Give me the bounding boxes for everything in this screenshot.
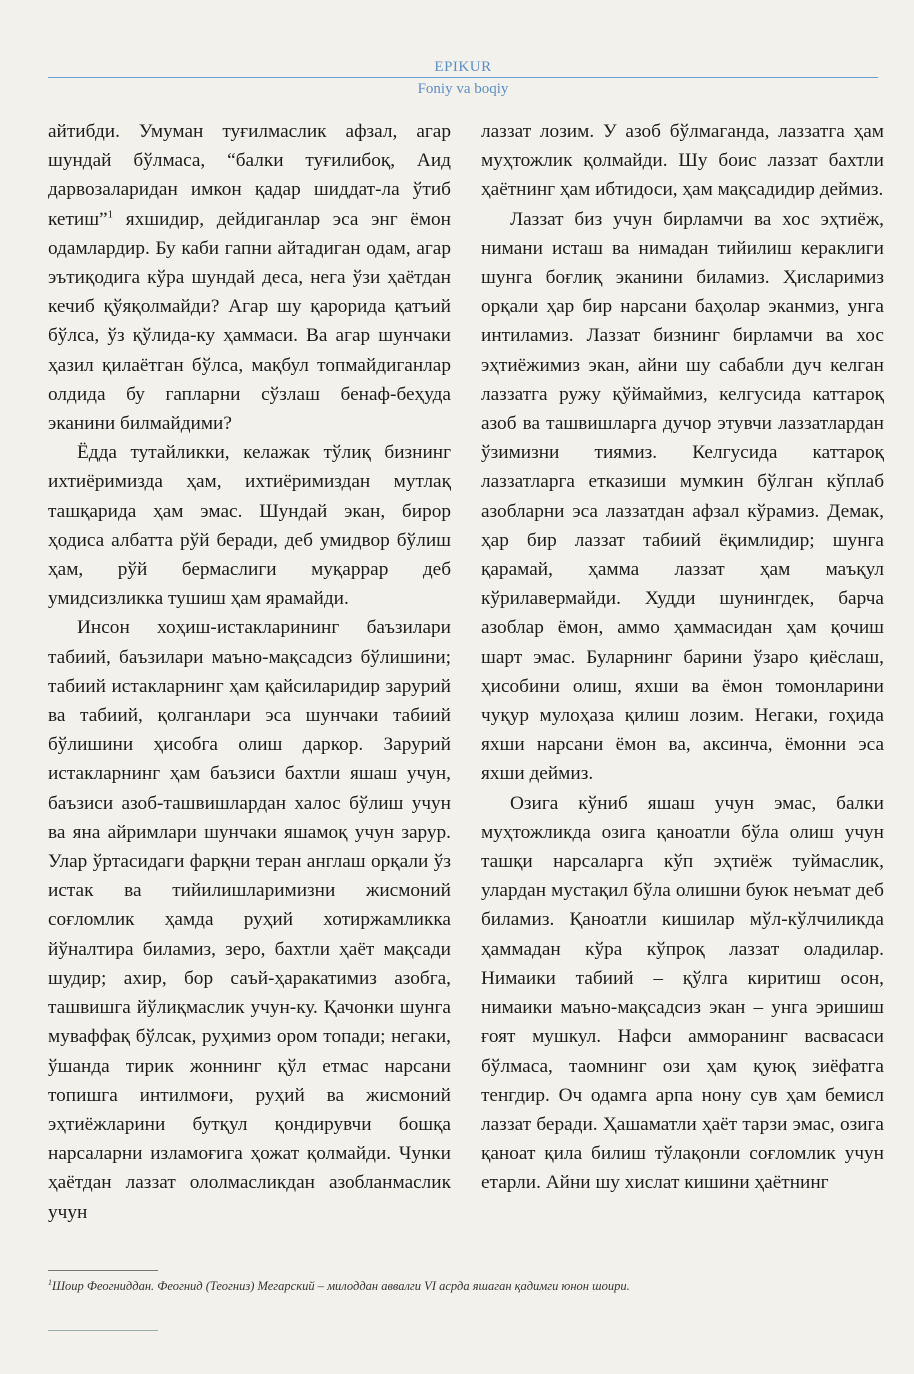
paragraph-text: айтибди. Умуман туғилмаслик афзал, агар шундай бўлмаса, “балки туғилибоқ, Аид дарвозаларидан имкон қадар шиддат-ла ўтиб кетиш” xyxy=(48,121,451,230)
footnote-divider xyxy=(48,1270,158,1271)
paragraph xyxy=(48,117,451,438)
header-rule xyxy=(48,77,878,78)
running-head-title: Foniy va boqiy xyxy=(417,81,509,97)
paragraph: Лаззат биз учун бирламчи ва хос эҳтиёж, нимани исташ ва нимадан тийилиш кераклиги шунга боғлиқ эканини биламиз. Ҳисларимиз орқали ҳар бир нарсани баҳолар эканмиз, унга интиламиз. Лаззат бизнинг бирламчи ва хос эҳтиёжимиз экан, айни шу сабабли дуч келган лаззатга ружу қўймаймиз, келгусида каттароқ азоб ва ташвишларга дучор этувчи лаззатлардан ўзимизни тиямиз. Келгусида каттароқ лаззатларга етказиши мумкин бўлган кўплаб азобларни эса лаззатдан афзал кўрамиз. Демак, ҳар бир лаззат табиий ёқимлидир; шунга қарамай, ҳамма лаззат ҳам маъқул кўрилавермайди. Худди шунингдек, барча азоблар ёмон, аммо ҳаммасидан ҳам қочиш шарт эмас. Буларнинг барини ўзаро қиёслаш, ҳисобини олиш, яхши ва ёмон томонларини чуқур мулоҳаза қилиш лозим. Негаки, гоҳида яхши нарсани ёмон ва, аксинча, ёмонни эса яхши деймиз. xyxy=(481,208,884,785)
footnote-text: Шоир Феогниддан. Феогнид (Теогниз) Мегарский – милоддан аввалги VI асрда яшаган қадимги юнон шоири. xyxy=(52,1279,630,1293)
running-header xyxy=(48,58,878,98)
running-head-author: EPIKUR xyxy=(434,59,492,75)
footnote-ref[interactable]: 1 xyxy=(107,208,114,221)
bottom-divider xyxy=(48,1330,158,1331)
paragraph: Озига кўниб яшаш учун эмас, балки муҳтожликда озига қаноатли бўла олиш учун ташқи нарсаларга кўп эҳтиёж туймаслик, улардан мустақил бўла олишни буюк неъмат деб биламиз. Қаноатли кишилар мўл-кўлчиликда ҳаммадан кўра кўпроқ лаззат оладилар. Нимаики табиий – қўлга киритиш осон, нимаики маъно-мақсадсиз экан – унга эришиш ғоят мушкул. Нафси амморанинг васвасаси бўлмаса, таомнинг ози ҳам қуюқ зиёфатга тенгдир. Оч одамга арпа нону сув ҳам бемисл лаззат беради. Ҳашаматли ҳаёт тарзи эмас, озига қаноат қила билиш тўлақонли соғломлик учун етарли. Айни шу хислат кишини ҳаётнинг xyxy=(481,792,884,1194)
footnote-marker: 1 xyxy=(48,1277,52,1287)
paragraph: Инсон хоҳиш-истакларининг баъзилари табиий, баъзилари маъно-мақсадсиз бўлишини; табиий истакларнинг ҳам қайсиларидир зарурий ва табиий, қолганлари эса шунчаки табиий бўлишини ҳисобга олиш даркор. Зарурий истакларнинг ҳам баъзиси бахтли яшаш учун, баъзиси азоб-ташвишлардан халос бўлиш учун ва яна айримлари шунчаки яшамоқ учун зарур. Улар ўртасидаги фарқни теран англаш орқали ўз истак ва тийилишларимизни жисмоний соғломлик ҳамда руҳий хотиржамликка йўналтира биламиз, зеро, бахтли ҳаёт мақсади шудир; ахир, бор саъй-ҳаракатимиз азобга, ташвишга йўлиқмаслик учун-ку. Қачонки шунга муваффақ бўлсак, руҳимиз ором топади; негаки, ўшанда тирик жоннинг қўл етмас нарсани топишга интилмоғи, руҳий ва жисмоний эҳтиёжларини бутқул қондирувчи бошқа нарсаларни изламоғига ҳожат қолмайди. Чунки ҳаётдан лаззат ололмасликдан азобланмаслик учун xyxy=(48,617,451,1223)
text-columns xyxy=(48,117,884,1267)
paragraph-text: яхшидир, дейдиганлар эса энг ёмон одамлардир. Бу каби гапни айтадиган одам, агар эътиқодига кўра шундай деса, нега ўзи ҳаётдан кечиб қўяқолмайди? Агар шу қарорида қатъий бўлса, ўз қўлида-ку ҳаммаси. Ва агар шунчаки ҳазил қилаётган бўлса, мақбул топмайдиганлар олдида бу гапларни сўзлаш бенаф-беҳуда эканини билмайдими? xyxy=(48,208,451,435)
paragraph: лаззат лозим. У азоб бўлмаганда, лаззатга ҳам муҳтожлик қолмайди. Шу боис лаззат бахтли ҳаётнинг ҳам ибтидоси, ҳам мақсадидир деймиз. xyxy=(481,121,884,201)
right-column xyxy=(481,117,884,1267)
paragraph: Ёдда тутайликки, келажак тўлиқ бизнинг ихтиёримизда ҳам, ихтиёримиздан мутлақ ташқарида ҳам эмас. Шундай экан, бирор ҳодиса албатта рўй беради, деб умидвор бўлиш ҳам, рўй бермаслиги муқаррар деб умидсизликка тушиш ҳам ярамайди. xyxy=(48,442,451,610)
footnote xyxy=(48,1278,878,1294)
left-column xyxy=(48,117,451,1267)
